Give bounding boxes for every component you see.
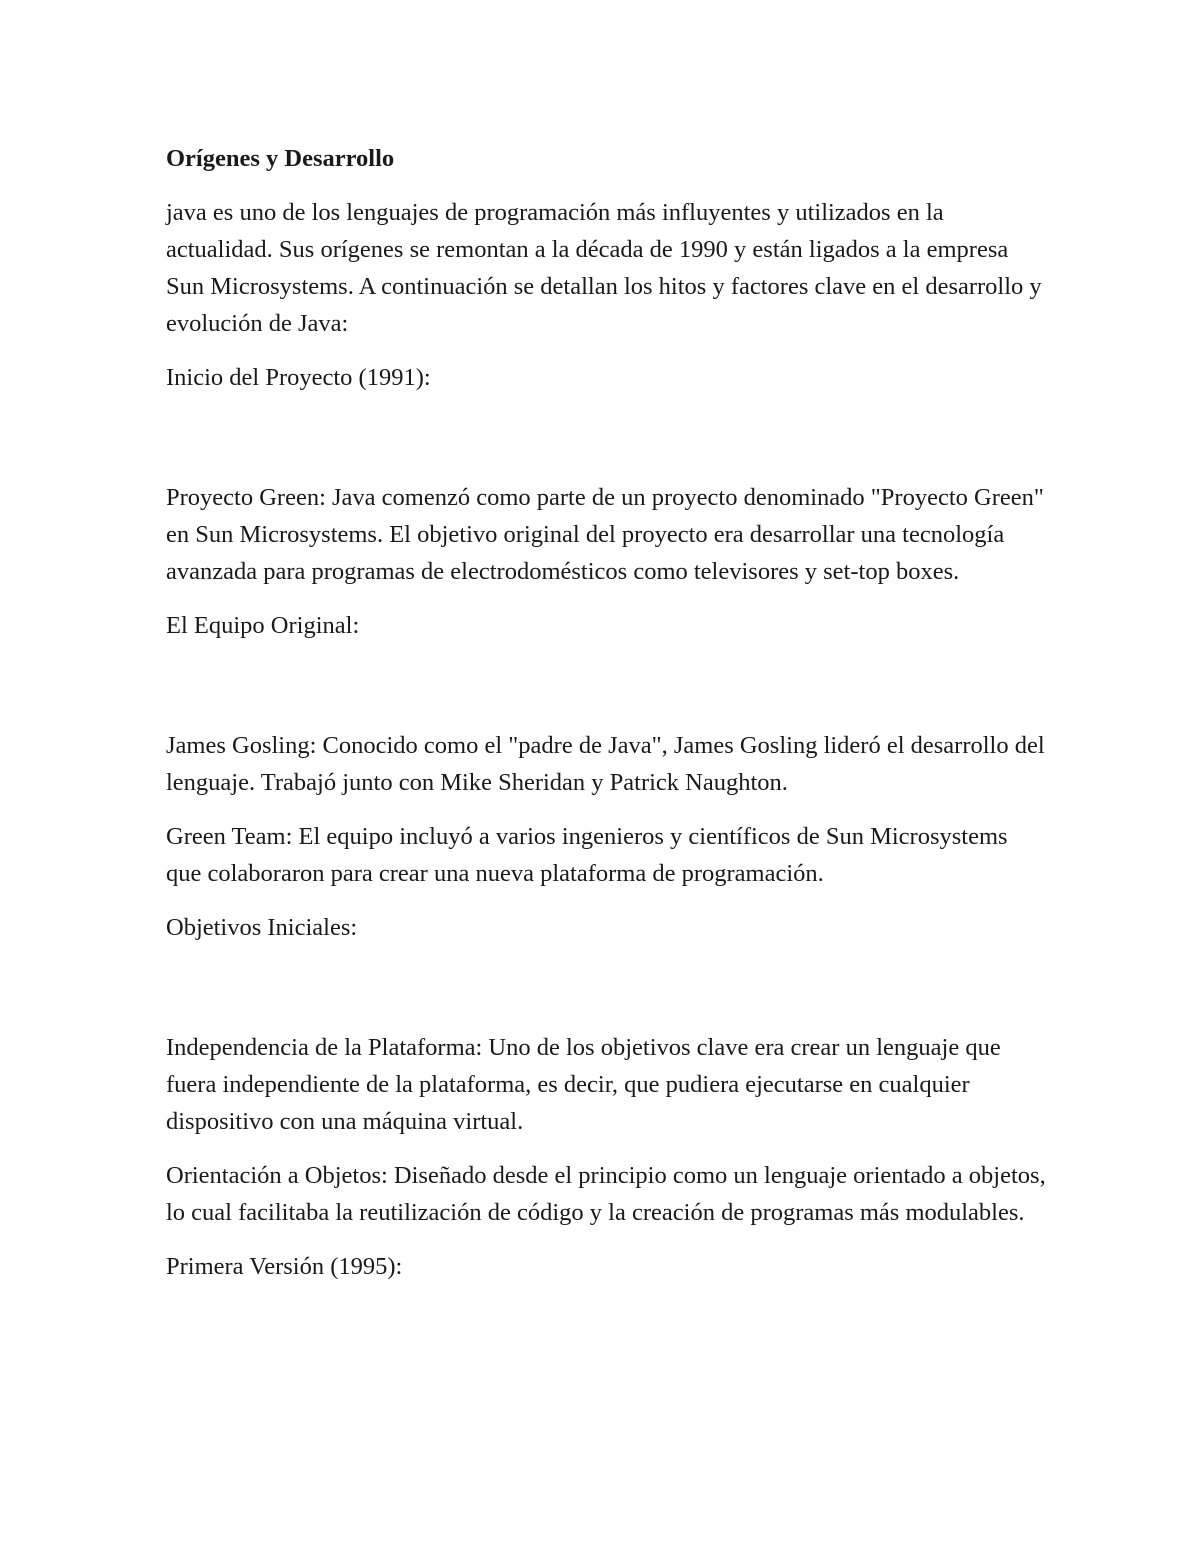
spacer (166, 661, 1046, 727)
paragraph-proyecto-green: Proyecto Green: Java comenzó como parte de un proyecto denominado "Proyecto Green" en Sun Microsystems. El objetivo original del proyecto era desarrollar una tecnología avanzada para programas de electrodomésticos como televisores y set-top boxes. (166, 484, 1044, 585)
paragraph-independencia: Independencia de la Plataforma: Uno de los objetivos clave era crear un lenguaje que fuera independiente de la plataforma, es decir, que pudiera ejecutarse en cualquier dispositivo con una máquina virtual. (166, 1034, 1001, 1135)
paragraph-james-gosling: James Gosling: Conocido como el "padre de Java", James Gosling lideró el desarrollo del lenguaje. Trabajó junto con Mike Sheridan y Patrick Naughton. (166, 732, 1045, 796)
paragraph-orientacion: Orientación a Objetos: Diseñado desde el principio como un lenguaje orientado a objetos, lo cual facilitaba la reutilización de código y la creación de programas más modulables. (166, 1162, 1046, 1226)
section-label-primera-version: Primera Versión (1995): (166, 1253, 403, 1280)
spacer (166, 413, 1046, 479)
spacer (166, 963, 1046, 1029)
section-heading: Orígenes y Desarrollo (166, 145, 395, 172)
document-body (166, 140, 1046, 1302)
section-label-equipo: El Equipo Original: (166, 612, 360, 639)
section-label-objetivos: Objetivos Iniciales: (166, 914, 358, 941)
section-label-inicio: Inicio del Proyecto (1991): (166, 364, 431, 391)
intro-paragraph: java es uno de los lenguajes de programación más influyentes y utilizados en la actualidad. Sus orígenes se remontan a la década de 1990 y están ligados a la empresa Sun Microsystems. A continuación se detallan los hitos y factores clave en el desarrollo y evolución de Java: (166, 199, 1042, 337)
paragraph-green-team: Green Team: El equipo incluyó a varios ingenieros y científicos de Sun Microsystems que colaboraron para crear una nueva plataforma de programación. (166, 823, 1008, 887)
